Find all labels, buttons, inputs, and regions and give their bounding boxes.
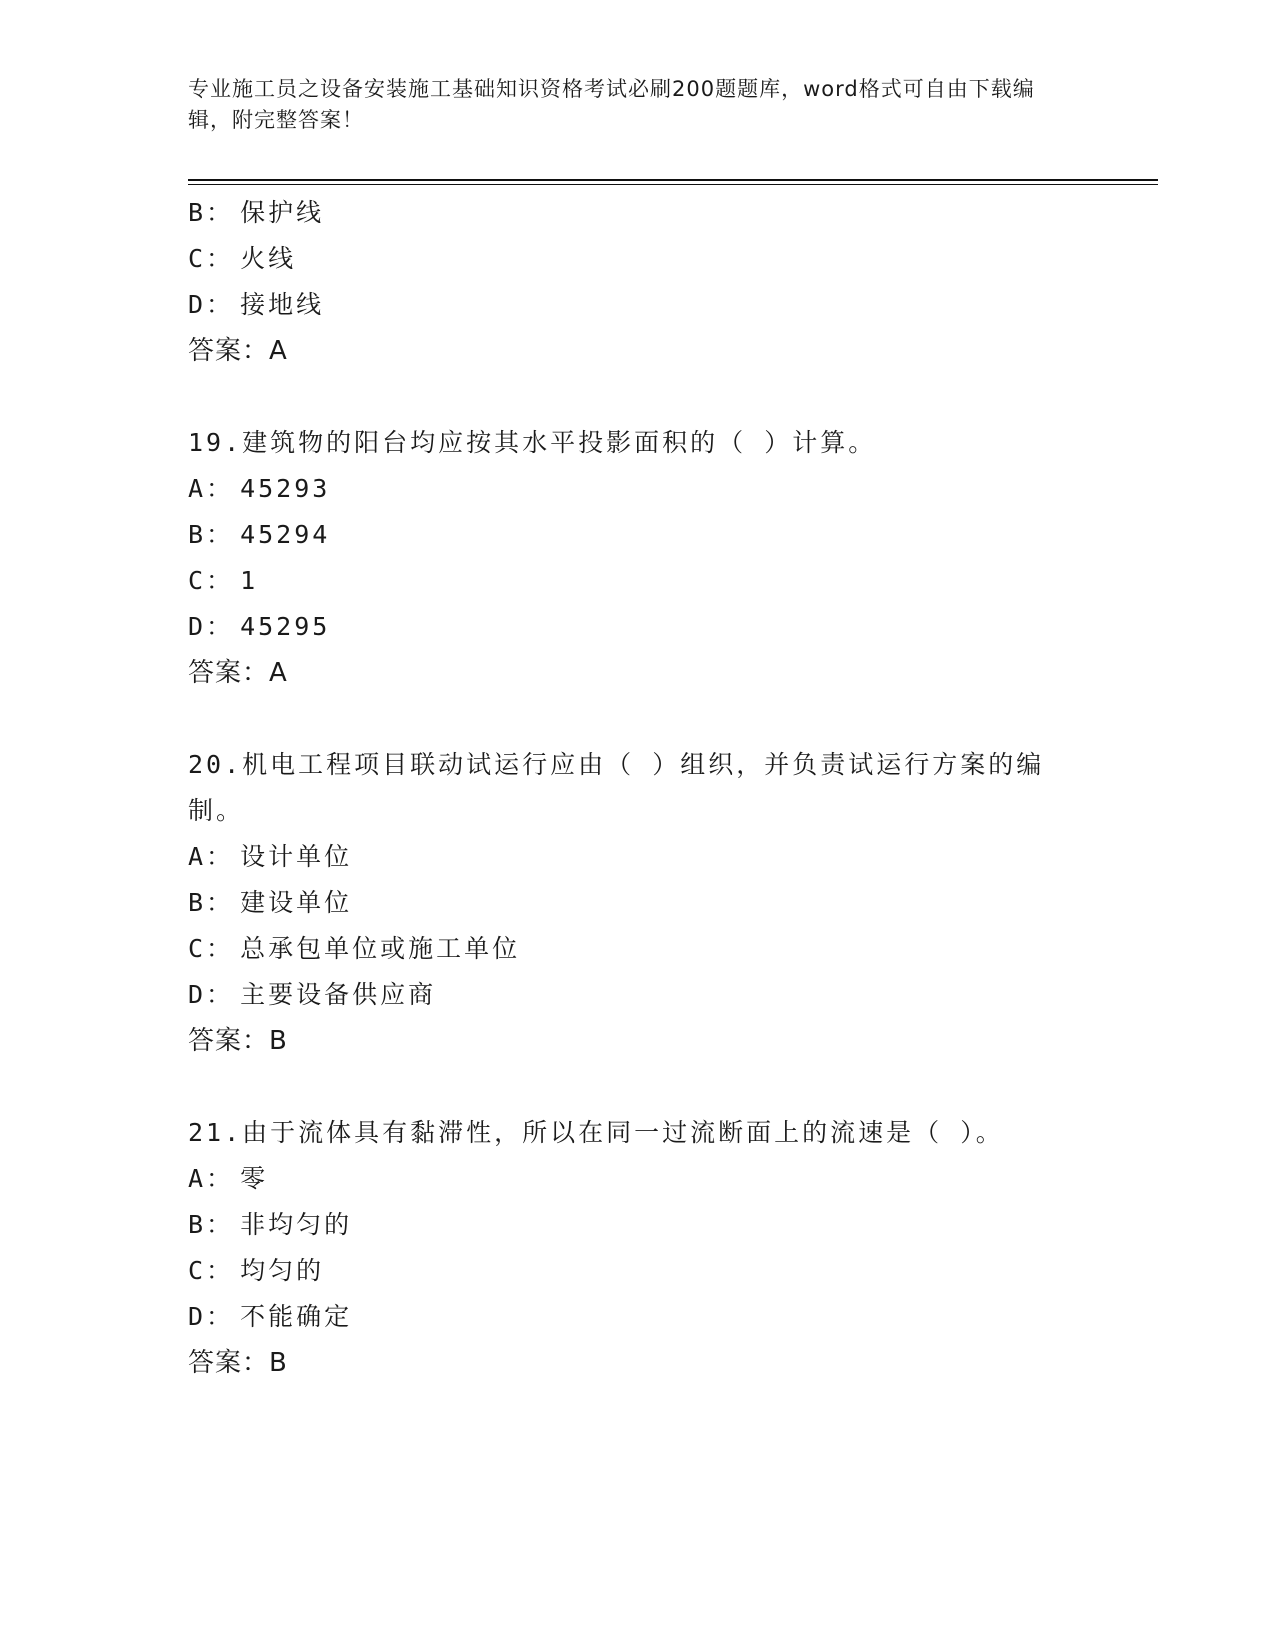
answer: 答案：B bbox=[188, 1348, 288, 1378]
option-d: D： 主要设备供应商 bbox=[188, 980, 437, 1009]
option-c: C： 1 bbox=[188, 566, 259, 595]
question-list bbox=[188, 190, 1088, 1386]
option-c: C： 均匀的 bbox=[188, 1256, 325, 1285]
option-a: A： 设计单位 bbox=[188, 842, 353, 871]
option-d: D： 45295 bbox=[188, 612, 331, 641]
option-b: B： 保护线 bbox=[188, 198, 325, 227]
answer: 答案：A bbox=[188, 658, 288, 688]
option-c: C： 总承包单位或施工单位 bbox=[188, 934, 521, 963]
answer: 答案：B bbox=[188, 1026, 288, 1056]
question-20 bbox=[188, 742, 1088, 1064]
option-a: A： 45293 bbox=[188, 474, 331, 503]
answer: 答案：A bbox=[188, 336, 288, 366]
option-b: B： 45294 bbox=[188, 520, 331, 549]
option-b: B： 非均匀的 bbox=[188, 1210, 353, 1239]
option-d: D： 不能确定 bbox=[188, 1302, 353, 1331]
question-stem: 19.建筑物的阳台均应按其水平投影面积的（ ）计算。 bbox=[188, 428, 877, 457]
question-stem: 20.机电工程项目联动试运行应由（ ）组织，并负责试运行方案的编制。 bbox=[188, 750, 1045, 825]
question-21 bbox=[188, 1110, 1088, 1386]
page-header: 专业施工员之设备安装施工基础知识资格考试必刷200题题库，word格式可自由下载编辑，附完整答案！ bbox=[188, 77, 1035, 132]
option-a: A： 零 bbox=[188, 1164, 269, 1193]
header-rule-thin bbox=[188, 184, 1158, 185]
option-d: D： 接地线 bbox=[188, 290, 325, 319]
question-stem: 21.由于流体具有黏滞性，所以在同一过流断面上的流速是（ ）。 bbox=[188, 1118, 1004, 1147]
question-19 bbox=[188, 420, 1088, 696]
option-c: C： 火线 bbox=[188, 244, 297, 273]
header-rule-thick bbox=[188, 179, 1158, 181]
option-b: B： 建设单位 bbox=[188, 888, 353, 917]
prev-question-block bbox=[188, 190, 1088, 374]
